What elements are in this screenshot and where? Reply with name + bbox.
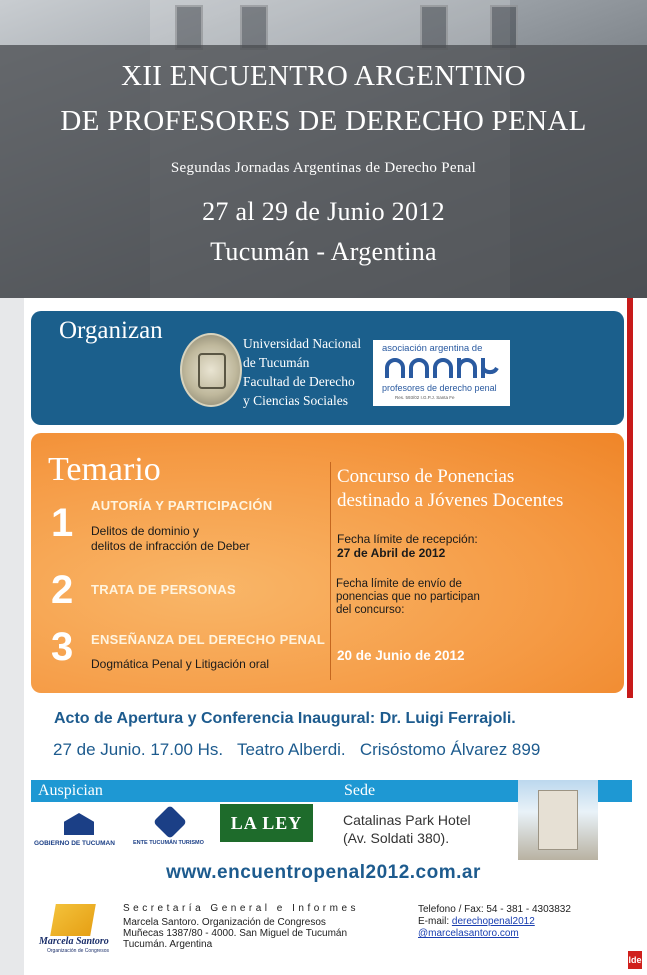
auspician-title: Auspician (38, 782, 103, 799)
organizan-title: Organizan (59, 317, 163, 344)
building-window (490, 5, 518, 50)
secretaria-address: Marcela Santoro. Organización de Congresos Muñecas 1387/80 - 4000. San Miguel de Tucumán Tucumán. Argentina (123, 917, 348, 950)
marcela-santoro-name: Marcela Santoro (39, 936, 109, 947)
secretaria-title: Secretaría General e Informes (123, 903, 360, 914)
acto-details: 27 de Junio. 17.00 Hs. Teatro Alberdi. Crisóstomo Álvarez 899 (53, 740, 541, 759)
building-window (240, 5, 268, 50)
topic-2: TRATA DE PERSONAS (91, 582, 236, 597)
topic-1: AUTORÍA Y PARTICIPACIÓN (91, 498, 273, 513)
red-edge-bar (627, 298, 633, 698)
topic-3-detail: Dogmática Penal y Litigación oral (91, 657, 270, 671)
unt-seal-icon (180, 333, 242, 407)
topic-number-2: 2 (51, 568, 74, 612)
event-location: Tucumán - Argentina (210, 237, 437, 266)
topic-1-detail: Delitos de dominio y delitos de infracción de Deber (91, 524, 250, 553)
column-divider (330, 462, 331, 680)
hotel-photo (518, 780, 598, 860)
acto-apertura: Acto de Apertura y Conferencia Inaugural: Dr. Luigi Ferrajoli. (54, 710, 516, 727)
topic-number-3: 3 (51, 625, 74, 669)
subtitle: Segundas Jornadas Argentinas de Derecho Penal (170, 160, 477, 176)
organizan-panel (31, 311, 624, 425)
topic-3: ENSEÑANZA DEL DERECHO PENAL (91, 632, 326, 647)
title-line-1: XII ENCUENTRO ARGENTINO (121, 60, 526, 92)
website-link[interactable]: www.encuentropenal2012.com.ar (166, 862, 481, 883)
aap-logo-mark-icon (381, 354, 501, 382)
fecha-recepcion: Fecha límite de recepción: 27 de Abril de 2012 (337, 532, 478, 560)
contact-info: Telefono / Fax: 54 - 381 - 4303832 E-mail: derechopenal2012 @marcelasantoro.com (418, 904, 571, 939)
unt-name: Universidad Nacional de Tucumán Facultad de Derecho y Ciencias Sociales (243, 336, 362, 408)
event-dates: 27 al 29 de Junio 2012 (202, 197, 445, 226)
la-ley-logo: LA LEY (220, 804, 313, 842)
title-line-2: DE PROFESORES DE DERECHO PENAL (60, 105, 587, 137)
temario-title: Temario (48, 451, 161, 488)
concurso-title: Concurso de Ponencias destinado a Jóvenes Docentes (337, 466, 564, 511)
building-window (175, 5, 203, 50)
marcela-santoro-sub: Organización de Congresos (47, 948, 109, 954)
header-banner (0, 0, 647, 298)
topic-number-1: 1 (51, 501, 74, 545)
temario-panel (31, 433, 624, 693)
gobierno-tucuman-label: GOBIERNO DE TUCUMAN (34, 840, 115, 847)
aap-logo: asociación argentina de profesores de derecho penal Res. 593/02 I.G.P.J. Santa Fe (373, 340, 510, 406)
email-link-domain[interactable]: @marcelasantoro.com (418, 928, 519, 939)
fecha-envio-label: Fecha límite de envío de ponencias que no participan del concurso: (336, 578, 480, 616)
corner-badge: lde (628, 951, 642, 969)
sede-title: Sede (344, 782, 376, 799)
email-link[interactable]: derechopenal2012 (451, 916, 535, 927)
auspician-sede-panel (31, 780, 632, 860)
ente-turismo-label: ENTE TUCUMÁN TURISMO (133, 840, 204, 846)
sede-address: Catalinas Park Hotel (Av. Soldati 380). (343, 812, 471, 846)
marcela-santoro-logo-icon (50, 904, 96, 936)
fecha-envio-value: 20 de Junio de 2012 (337, 648, 465, 663)
building-window (420, 5, 448, 50)
